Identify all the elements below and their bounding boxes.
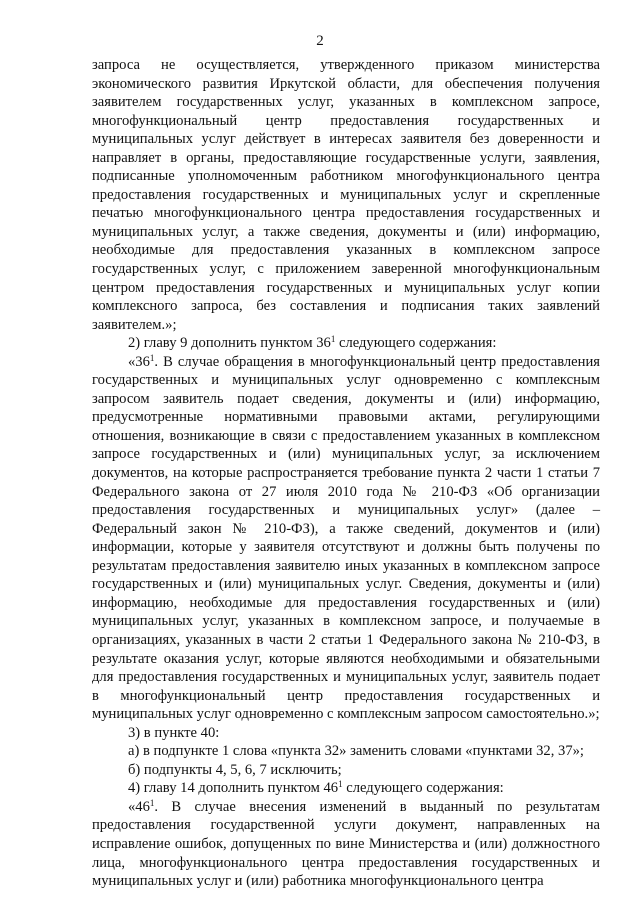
paragraph-text: 3) в пункте 40: [128,724,220,741]
paragraph-text: запроса не осуществляется, утвержденного приказом министерства экономического развития Иркутской области, для обеспечения получения заявителем государственных услуг, указанных в комплексном запросе, многофункциональный центр предоставления государственных и муниципальных услуг действует в интересах заявителя без доверенности и направляет в органы, предоставляющие государственные услуги, заявления, подписанные уполномоченным работником многофункционального центра предоставления государственных и муниципальных услуг и скрепленные печатью многофункционального центра предоставления государственных и муниципальных услуг, а также сведения, документы и (или) информацию, необходимые для предоставления указанных в комплексном запросе государственных услуг, с приложением заверенной многофункциональным центром предоставления государственных и муниципальных услуг копии комплексного запроса, без составления и подписания таких заявлений заявителем.»; [92,57,600,333]
paragraph-text: 2) главу 9 дополнить пунктом 36 [128,335,331,352]
paragraph-text: . В случае обращения в многофункциональный центр предоставления государственных и муниципальных услуг одновременно с комплексным запросом заявитель подает сведения, документы и (или) информацию, предусмотренные нормативными правовыми актами, регулирующими отношения, возникающие в связи с предоставлением указанных в комплексном запросе государственных и (или) муниципальных услуг, за исключением документов, на которые распространяется требование пункта 2 части 1 статьи 7 Федерального закона от 27 июля 2010 года № 210-ФЗ «Об организации предоставления государственных и муниципальных услуг» (далее – Федеральный закон № 210-ФЗ), а также сведений, документов и (или) информации, которые у заявителя отсутствуют и должны быть получены по результатам предоставления заявителю иных указанных в комплексном запросе государственных и (или) муниципальных услуг. Сведения, документы и (или) информацию, необходимые для предоставления государственных и (или) муниципальных услуг, указанных в комплексном запросе, и получаемые в организациях, указанных в части 2 статьи 1 Федерального закона № 210-ФЗ, в результате оказания услуг, которые являются необходимыми и обязательными для предоставления государственных и муниципальных услуг, заявитель подает в многофункциональный центр предоставления государственных и муниципальных услуг одновременно с комплексным запросом самостоятельно.»; [92,353,600,723]
paragraph-text: «36 [128,353,150,370]
paragraph [92,798,600,891]
paragraph-text: б) подпункты 4, 5, 6, 7 исключить; [128,761,342,778]
paragraph [92,353,600,724]
paragraph [92,724,600,743]
superscript-index: 1 [149,797,155,808]
paragraph [92,334,600,353]
paragraph-text: 4) главу 14 дополнить пунктом 46 [128,780,339,797]
paragraph-text: «46 [128,798,150,815]
document-body [92,56,600,891]
paragraph [92,761,600,780]
superscript-index: 1 [338,779,343,790]
superscript-index: 1 [330,334,336,345]
paragraph-text: а) в подпункте 1 слова «пункта 32» заменить словами «пунктами 32, 37»; [128,743,584,760]
superscript-index: 1 [149,352,155,363]
paragraph [92,742,600,761]
paragraph [92,56,600,334]
page-number: 2 [316,33,324,49]
paragraph-text: . В случае внесения изменений в выданный по результатам предоставления государственной услуги документ, направленных на исправление ошибок, допущенных по вине Министерства и (или) должностного лица, многофункционального центра предоставления государственных и муниципальных услуг и (или) работника многофункционального центра [92,798,600,890]
paragraph [92,779,600,798]
paragraph-text: следующего содержания: [335,335,497,352]
paragraph-text: следующего содержания: [342,780,504,797]
